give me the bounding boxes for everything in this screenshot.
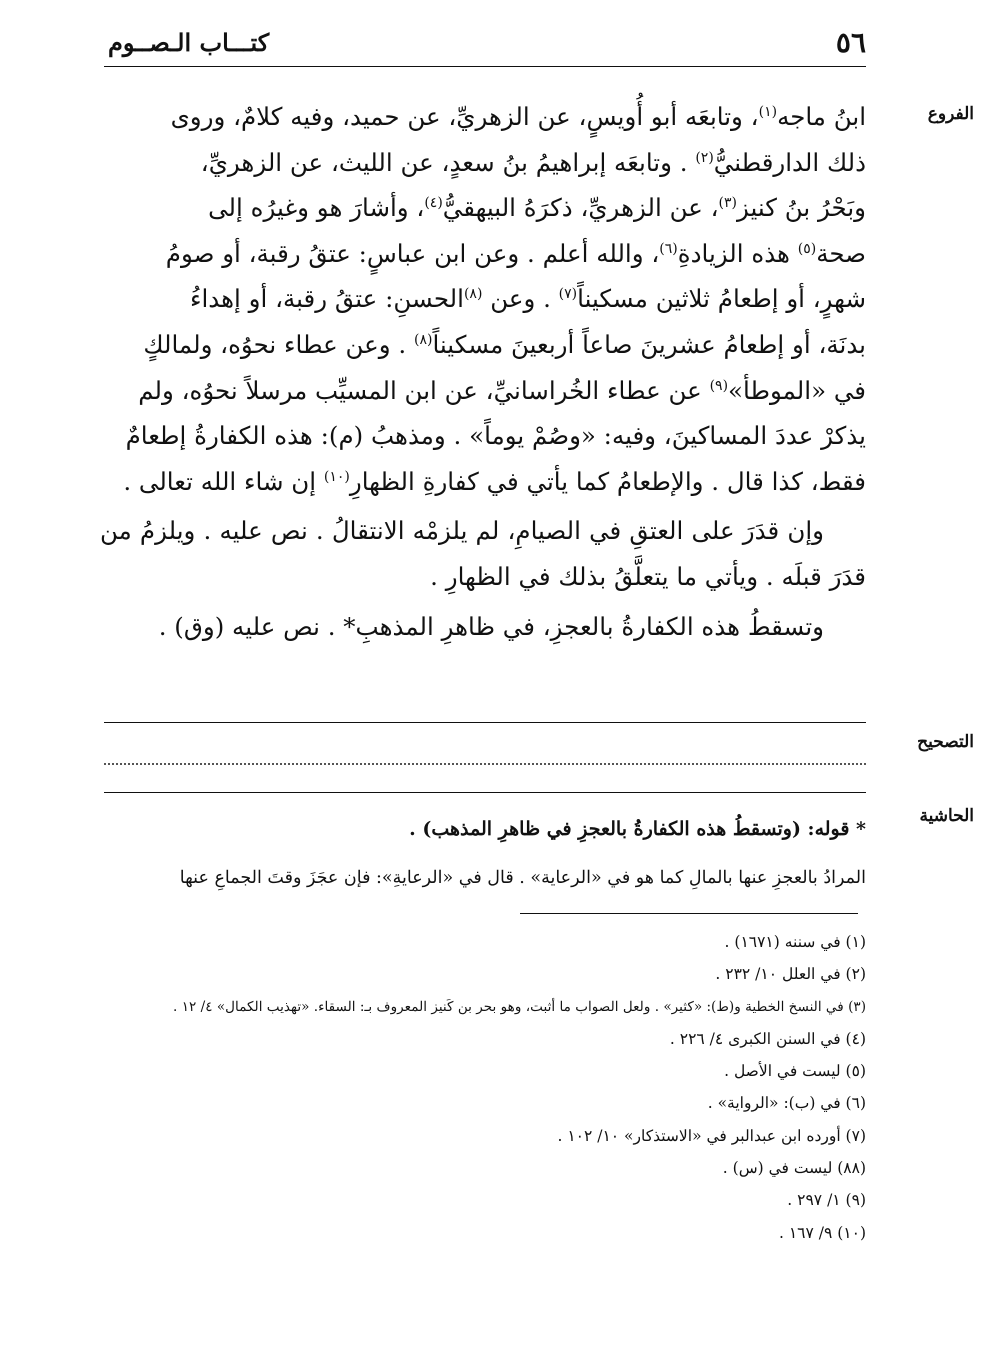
main-text-line (100, 322, 866, 368)
main-text-line (100, 368, 866, 414)
footnote-ref: (٩) (709, 377, 729, 394)
text-run: صحة (816, 238, 866, 268)
main-text-line (100, 231, 866, 277)
footnote-item: (٧) أورده ابن عبدالبر في «الاستذكار» ١٠/ ١٠٢ . (557, 1126, 866, 1145)
footnote-ref: (٣) (718, 195, 737, 212)
text-run: . وعن عطاء نحوُه، ولمالكٍ (143, 329, 414, 359)
main-text-line (100, 413, 866, 459)
text-run: ، وأشارَ هو وغيرُه إلى (208, 193, 425, 223)
footnote-item: (٦) في (ب): «الرواية» . (707, 1094, 866, 1113)
main-text-line (100, 459, 866, 505)
main-text-line (100, 140, 866, 186)
page-number: ٥٦ (835, 26, 866, 59)
text-run: عن عطاء الخُراسانيِّ، عن ابن المسيِّب مرسلاً نحوُه، ولم (138, 375, 710, 405)
main-text-line (100, 94, 866, 140)
footnote-ref: (٧) (558, 286, 578, 303)
section-rule-bottom (104, 792, 866, 793)
footnote-ref: (٨) (463, 286, 483, 303)
margin-label-tashih: التصحيح (917, 732, 974, 752)
hashia-body: المرادُ بالعجزِ عنها بالمالِ كما هو في «الرعاية» . قال في «الرعايةِ»: فإن عجَزَ وقتَ الجماعِ عنها (179, 868, 866, 888)
section-rule-top (104, 722, 866, 723)
text-run: ذلك الدارقطنيُّ (713, 147, 866, 177)
footnote-item: (٣) في النسخ الخطية و(ط): «كثير» . ولعل الصواب ما أثبت، وهو بحر بن كَنيز المعروف بـ: السقاء. «تهذيب الكمال» ٤/ ١٢ . (173, 998, 866, 1015)
footnote-item: (٩) ١/ ٢٩٧ . (787, 1191, 866, 1210)
margin-label-hashia: الحاشية (919, 806, 974, 826)
footnote-ref: (١) (758, 103, 778, 120)
text-run: ابنُ ماجه (777, 102, 866, 131)
text-run: إن شاء الله تعالى . (123, 466, 324, 496)
footnote-ref: (٢) (695, 149, 714, 166)
footnote-ref: (١٠) (323, 468, 350, 485)
text-run: ، وتابعَه أبو أُويسٍ، عن الزهريِّ، عن حميد، وفيه كلامٌ، وروى (170, 102, 759, 131)
footnote-ref: (٥) (797, 240, 817, 257)
footnote-item: (١٠) ٩/ ١٦٧ . (778, 1223, 866, 1242)
footnote-ref: (٤) (424, 195, 443, 212)
text-run: وبَحْرُ بنُ كنيز (737, 193, 866, 223)
header-rule (104, 66, 866, 67)
text-run: بدنَة، أو إطعامُ عشرينَ صاعاً أربعينَ مسكيناً (432, 329, 866, 359)
hashia-heading: * قوله: (وتسقطُ هذه الكفارةُ بالعجزِ في ظاهرِ المذهب) . (409, 818, 866, 840)
paragraph-3: وتسقطُ هذه الكفارةُ بالعجزِ، في ظاهرِ المذهبِ* . نص عليه (وق) . (158, 611, 824, 641)
text-run: ، عن الزهريِّ، ذكرَهُ البيهقيُّ (442, 193, 719, 223)
text-run: فقط، كذا قال . والإطعامُ كما يأتي في كفارةِ الظهارِ (349, 466, 866, 496)
footnote-item: (٤) في السنن الكبرى ٤/ ٢٢٦ . (669, 1029, 866, 1048)
footnote-ref: (٦) (659, 240, 678, 257)
text-run: . وعن (482, 284, 559, 314)
margin-label-furu: الفروع (927, 104, 974, 124)
text-run: . وتابعَه إبراهيمُ بنُ سعدٍ، عن الليث، عن الزهريِّ، (200, 147, 696, 177)
main-text-line (100, 185, 866, 231)
running-title: كتـــاب الـصــوم (108, 28, 270, 57)
text-run: يذكرْ عددَ المساكينَ، وفيه: «وصُمْ يوماً» . ومذهبُ (م): هذه الكفارةُ إطعامٌ (125, 421, 866, 451)
footnote-rule (520, 913, 858, 914)
text-run: في «الموطأ» (728, 375, 866, 405)
tashih-dotted-line (104, 763, 866, 765)
footnote-list (96, 926, 866, 1249)
footnote-item: (٨٨) ليست في (س) . (722, 1159, 866, 1178)
text-run: الحسنِ: عتقُ رقبة، أو إهداءُ (189, 284, 464, 314)
footnote-ref: (٨) (413, 331, 433, 348)
main-text-line (100, 276, 866, 322)
footnote-item: (٥) ليست في الأصل . (724, 1062, 866, 1081)
footnote-item: (١) في سننه (١٦٧١) . (724, 933, 866, 951)
footnote-item: (٢) في العلل ١٠/ ٢٣٢ . (715, 965, 866, 984)
paragraph-2: وإن قدَرَ على العتقِ في الصيامِ، لم يلزمْه الانتقالُ . نص عليه . ويلزمُ من قدَرَ قبلَه . ويأتي ما يتعلَّقُ بذلك في الظهارِ . (100, 516, 866, 591)
text-run: ، والله أعلم . وعن ابن عباسٍ: عتقُ رقبة، أو صومُ (165, 238, 660, 268)
text-run: هذه الزيادةِ (677, 238, 798, 268)
text-run: شهرٍ، أو إطعامُ ثلاثين مسكيناً (577, 284, 866, 314)
main-text (100, 94, 866, 649)
